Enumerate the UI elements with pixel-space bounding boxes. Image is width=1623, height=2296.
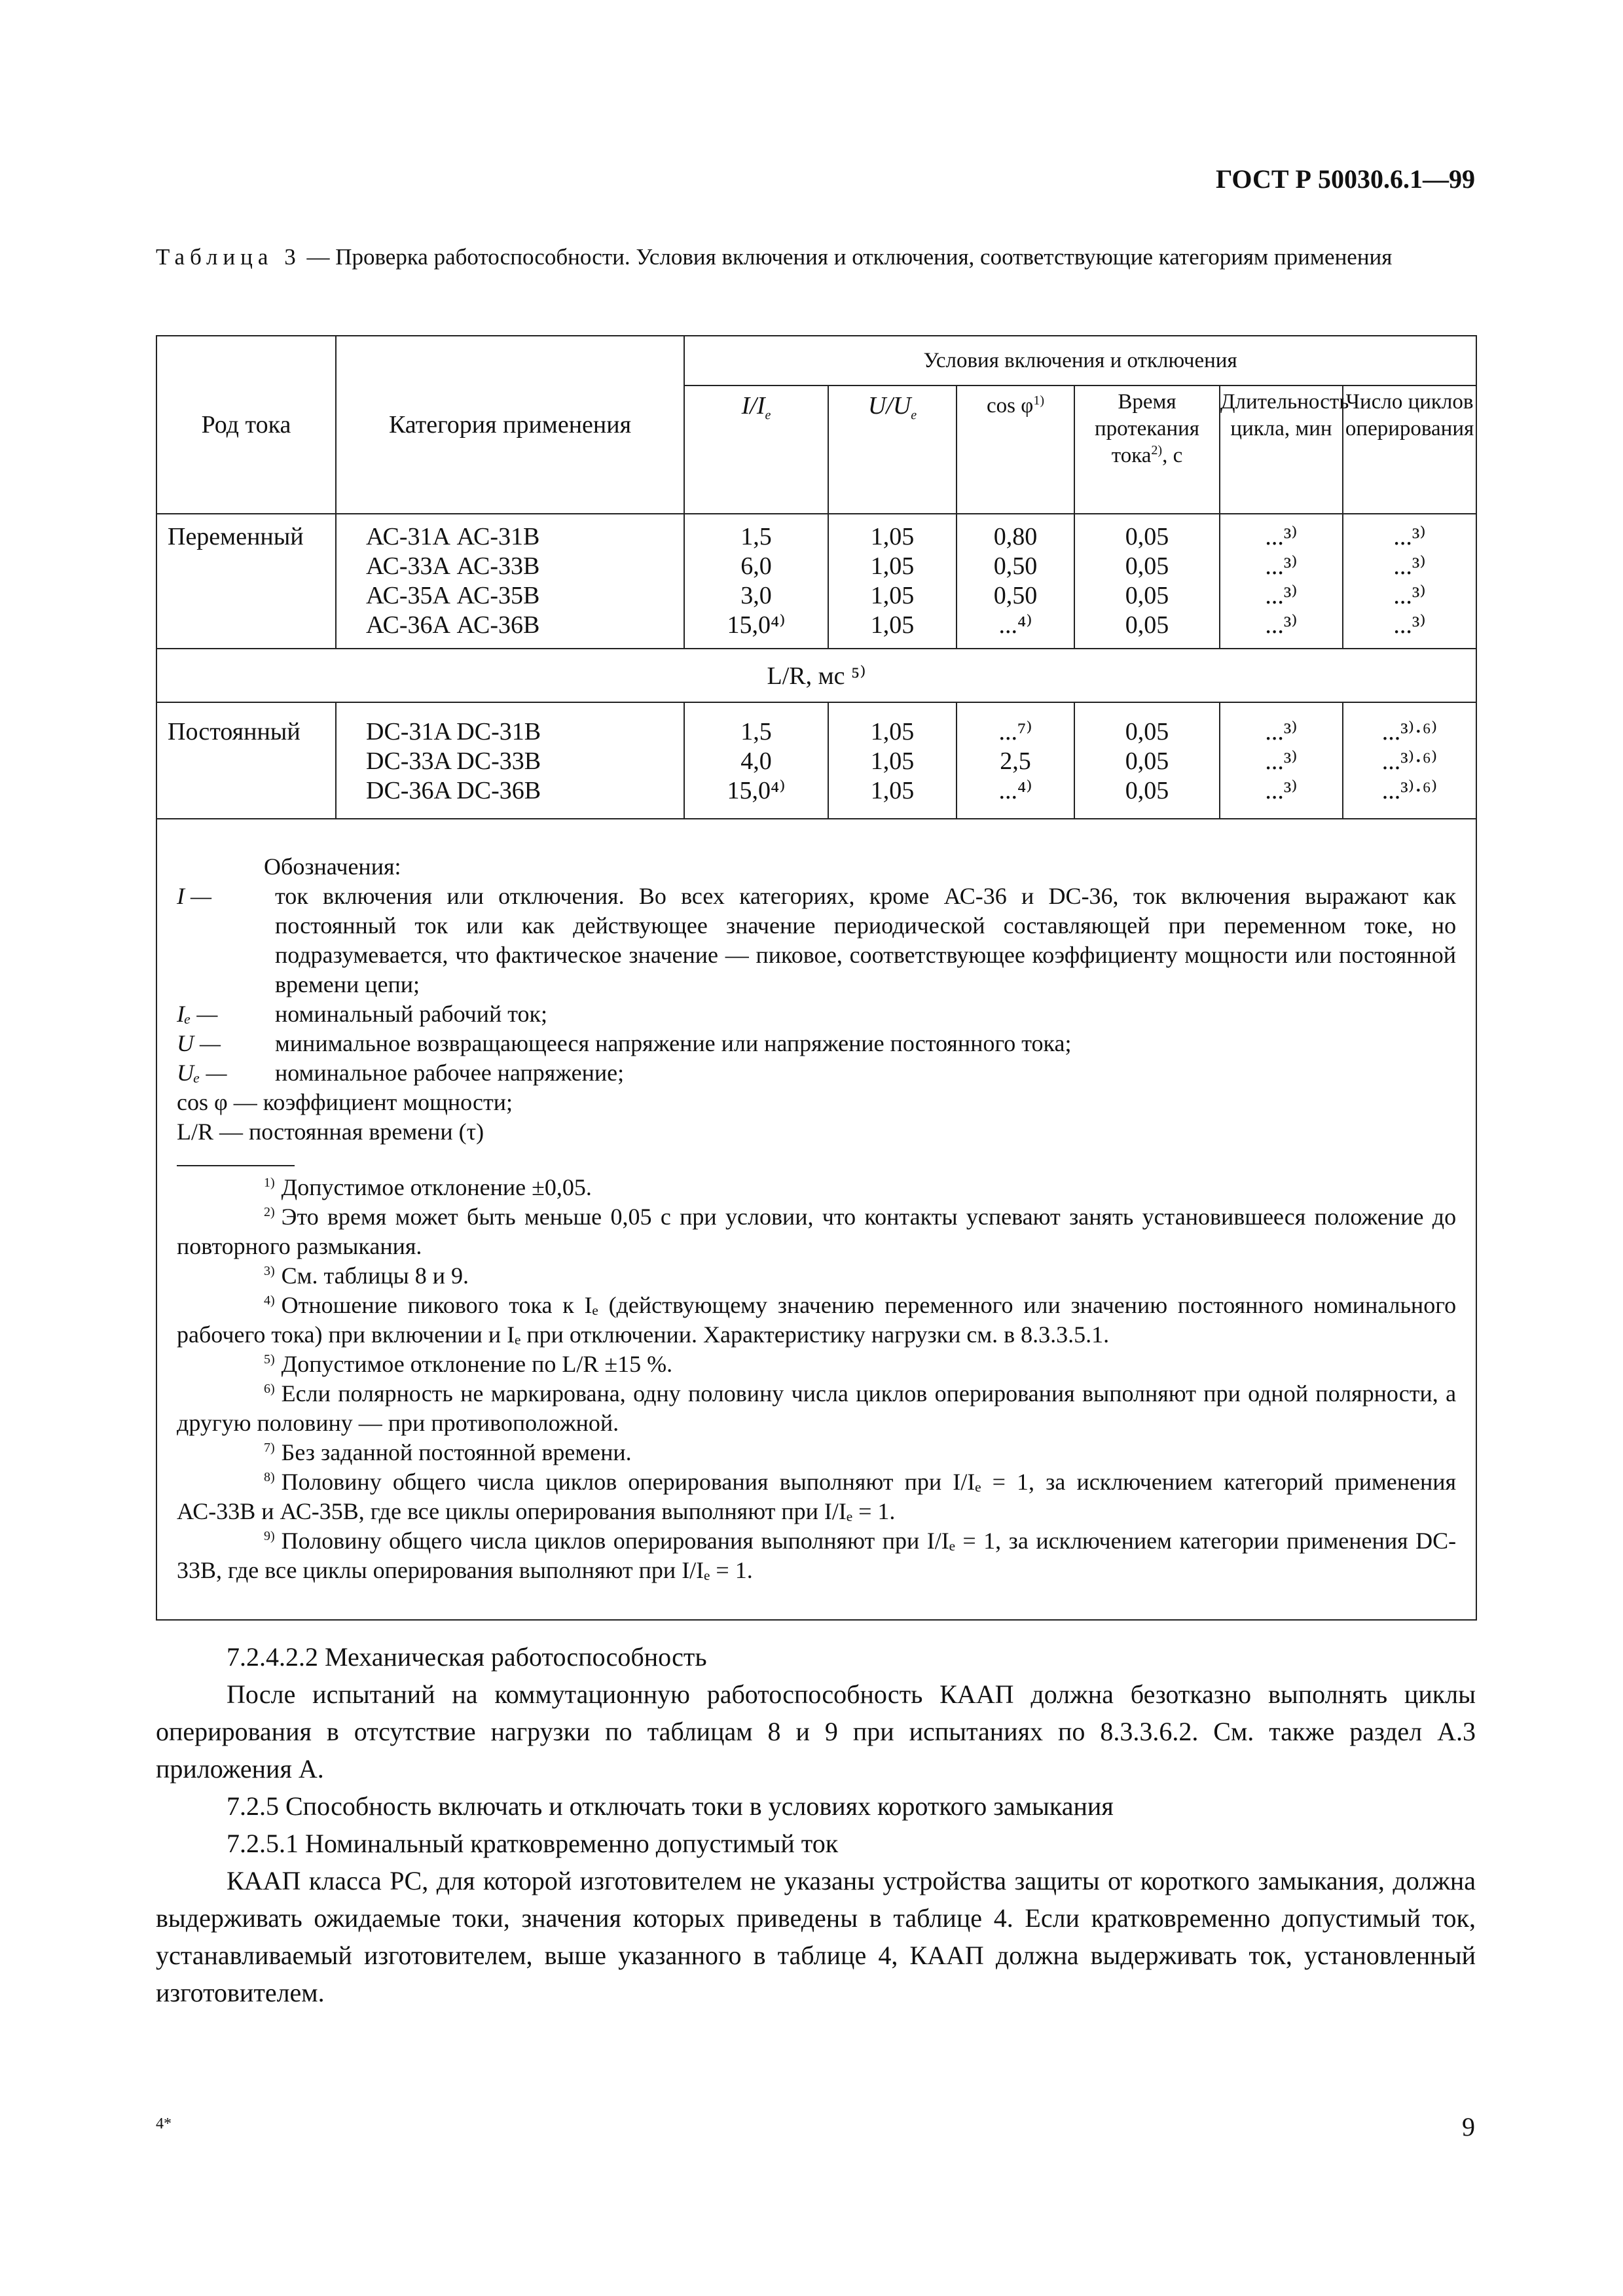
header-cos-phi: $\cos \varphi^{1)}$ <box>957 386 1074 514</box>
footnote-7: $^{7)}$ Без заданной постоянной времени. <box>264 1439 632 1465</box>
dc-u-values: 1,05 1,05 1,05 <box>828 702 957 819</box>
legend-cos-line: cos φ — коэффициент мощности; <box>177 1089 513 1115</box>
ac-i-values: 1,5 6,0 3,0 15,0⁴⁾ <box>684 514 828 649</box>
switching-conditions-table <box>156 335 1477 1621</box>
table-notes <box>156 819 1476 1620</box>
footnote-5: $^{5)}$ Допустимое отклонение по L/R ±15 %. <box>264 1351 673 1377</box>
header-category: Категория применения <box>336 336 684 514</box>
footnote-2: $^{2)}$ Это время может быть меньше 0,05 с при условии, что контакты успевают занять установившееся положение до повторного размыкания. <box>177 1204 1457 1259</box>
footnote-3: $^{3)}$ См. таблицы 8 и 9. <box>264 1263 469 1289</box>
ac-current-label: Переменный <box>156 514 336 649</box>
paragraph: 7.2.5 Способность включать и отключать токи в условиях короткого замыкания <box>227 1791 1114 1821</box>
footnote-8: $^{8)}$ Половину общего числа циклов оперирования выполняют при I/Iₑ = 1, за исключением категорий применения АС-33В и АС-35В, где все циклы оперирования выполняют при I/Iₑ = 1. <box>177 1469 1457 1524</box>
ac-cycle-values: ...³⁾ ...³⁾ ...³⁾ ...³⁾ <box>1343 514 1476 649</box>
footnote-divider <box>177 1165 295 1166</box>
legend-item: Uₑ — номинальное рабочее напряжение; <box>177 1060 625 1086</box>
header-cycle-duration: Длительность цикла, мин <box>1220 386 1343 514</box>
ac-time-values: 0,05 0,05 0,05 0,05 <box>1074 514 1220 649</box>
legend-item: I — ток включения или отключения. Во всех категориях, кроме АС-36 и DC-36, ток включения выражают как постоянный ток или как действующее значение периодической составляющей при переменном токе, но подразумевается, что фактическое значение — пиковое, соответствующее коэффициенту мощности или постоянной времени цепи; <box>177 883 1457 997</box>
caption-text: — Проверка работоспособности. Условия включения и отключения, соответствующие категориям применения <box>301 244 1393 270</box>
dc-i-values: 1,5 4,0 15,0⁴⁾ <box>684 702 828 819</box>
header-cycle-count: Число циклов оперирования <box>1343 386 1476 514</box>
lr-row-label: L/R, мс ⁵⁾ <box>156 649 1476 702</box>
header-flow-time: Время протекания тока$^{2)}$, с <box>1074 386 1220 514</box>
dc-cycle-values: ...³⁾·⁶⁾ ...³⁾·⁶⁾ ...³⁾·⁶⁾ <box>1343 702 1476 819</box>
legend-lr-line: L/R — постоянная времени (τ) <box>177 1119 484 1145</box>
ac-categories: АС-31А АС-31В АС-33А АС-33В АС-35А АС-35В АС-36А АС-36В <box>336 514 684 649</box>
paragraph: 7.2.5.1 Номинальный кратковременно допустимый ток <box>227 1829 839 1858</box>
paragraph: После испытаний на коммутационную работоспособность КААП должна безотказно выполнять циклы оперирования в отсутствие нагрузки по таблицам 8 и 9 при испытаниях по 8.3.3.6.2. См. также раздел А.3 приложения А. <box>156 1679 1476 1784</box>
dc-time-values: 0,05 0,05 0,05 <box>1074 702 1220 819</box>
paragraph: КААП класса PC, для которой изготовителем не указаны устройства защиты от короткого замыкания, должна выдерживать ожидаемые токи, значения которых приведены в таблице 4. Если кратковременно допустимый ток, устанавливаемый изготовителем, выше указанного в таблице 4, КААП должна выдерживать ток, установленный изготовителем. <box>156 1866 1476 2007</box>
legend-item: Iₑ — номинальный рабочий ток; <box>177 1001 548 1027</box>
paragraph: 7.2.4.2.2 Механическая работоспособность <box>227 1642 707 1672</box>
dc-cos-values: ...⁷⁾ 2,5 ...⁴⁾ <box>957 702 1074 819</box>
body-text <box>156 1638 1476 2011</box>
dc-duration-values: ...³⁾ ...³⁾ ...³⁾ <box>1220 702 1343 819</box>
footnote-1: $^{1)}$ Допустимое отклонение ±0,05. <box>264 1174 592 1200</box>
footnote-6: $^{6)}$ Если полярность не маркирована, одну половину числа циклов оперирования выполняют при одной полярности, а другую половину — при противоположной. <box>177 1380 1457 1436</box>
header-conditions-group: Условия включения и отключения <box>684 336 1476 386</box>
footer-left-mark: 4* <box>156 2115 172 2132</box>
header-current-type: Род тока <box>156 336 336 514</box>
header-u-ratio: $U/U_e$ <box>828 386 957 514</box>
ac-duration-values: ...³⁾ ...³⁾ ...³⁾ ...³⁾ <box>1220 514 1343 649</box>
caption-label: Таблица 3 <box>156 244 301 270</box>
table-caption <box>156 242 1476 272</box>
ac-cos-values: 0,80 0,50 0,50 ...⁴⁾ <box>957 514 1074 649</box>
legend-item: U — минимальное возвращающееся напряжение или напряжение постоянного тока; <box>177 1030 1072 1056</box>
dc-current-label: Постоянный <box>156 702 336 819</box>
header-i-ratio: $I/I_e$ <box>684 386 828 514</box>
document-header: ГОСТ Р 50030.6.1—99 <box>1215 164 1475 194</box>
page-number: 9 <box>1462 2112 1475 2142</box>
dc-categories: DC-31A DC-31B DC-33A DC-33B DC-36A DC-36B <box>336 702 684 819</box>
legend-title: Обозначения: <box>264 853 401 880</box>
ac-u-values: 1,05 1,05 1,05 1,05 <box>828 514 957 649</box>
footnote-4: $^{4)}$ Отношение пикового тока к Iₑ (действующему значению переменного или значению постоянного номинального рабочего тока) при включении и Iₑ при отключении. Характеристику нагрузки см. в 8.3.3.5.1. <box>177 1292 1457 1348</box>
footnote-9: $^{9)}$ Половину общего числа циклов оперирования выполняют при I/Iₑ = 1, за исключением категории применения DC-33B, где все циклы оперирования выполняют при I/Iₑ = 1. <box>177 1528 1457 1583</box>
